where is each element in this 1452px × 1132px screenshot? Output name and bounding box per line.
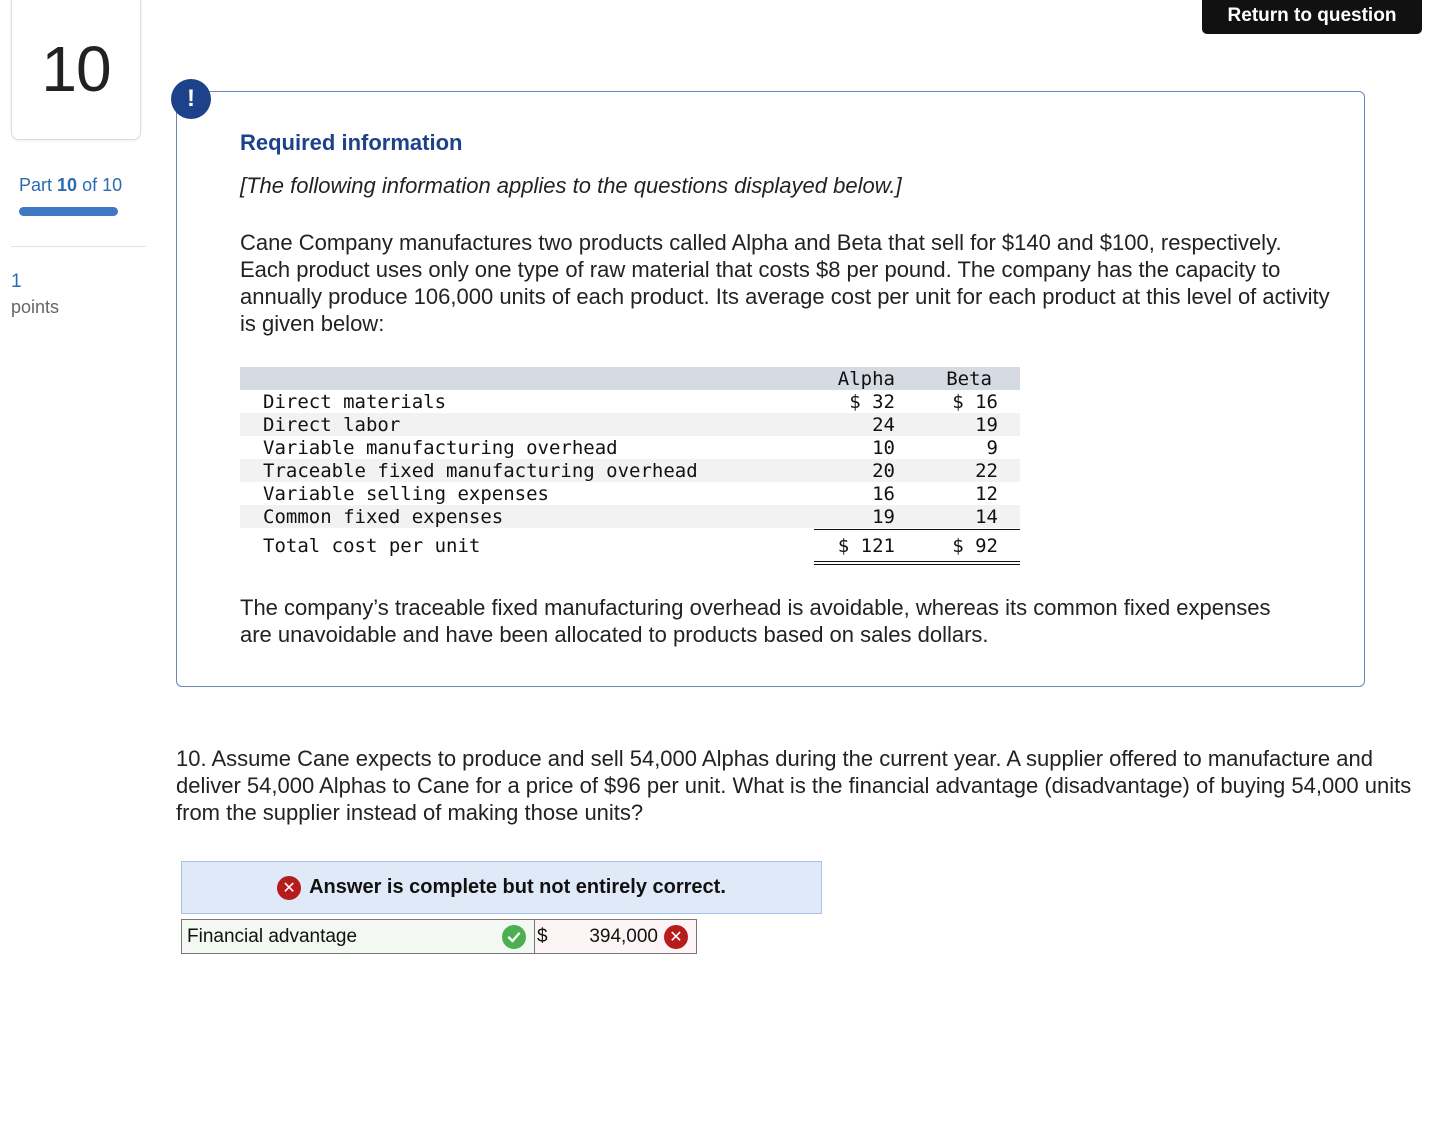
alpha-value: 10 [872, 437, 895, 459]
points-label: points [11, 297, 60, 317]
answer-label-text: Financial advantage [187, 925, 358, 947]
part-separator: of [82, 175, 98, 195]
table-row [240, 413, 1020, 436]
part-progress-bar [19, 207, 118, 216]
points-value: 1 [11, 271, 22, 292]
row-label: Direct labor [263, 414, 401, 436]
beta-value: 19 [975, 414, 998, 436]
beta-value: 9 [986, 437, 998, 459]
answer-value-input[interactable] [534, 920, 696, 953]
incorrect-icon: ✕ [277, 876, 301, 900]
part-prefix: Part [19, 175, 53, 195]
table-row [240, 390, 1020, 413]
table-row [240, 459, 1020, 482]
question-text: 10. Assume Cane expects to produce and sell 54,000 Alphas during the current year. A supplier offered to manufacture and deliver 54,000 Alphas to Cane for a price of $96 per unit. What is the financial advantage (disadvantage) of buying 54,000 units from the supplier instead of making those units? [176, 746, 1412, 825]
total-label: Total cost per unit [263, 535, 481, 557]
answer-label-select[interactable] [182, 920, 534, 953]
alpha-value: 16 [872, 483, 895, 505]
table-header-row [240, 367, 1020, 390]
part-indicator [19, 175, 122, 196]
required-information-title: Required information [240, 130, 463, 155]
part-current: 10 [57, 175, 78, 195]
row-label: Variable selling expenses [263, 483, 549, 505]
beta-total: $ 92 [952, 535, 998, 557]
answer-status-text: Answer is complete but not entirely correct. [309, 876, 726, 898]
rail-divider [11, 246, 146, 247]
check-icon [502, 925, 526, 949]
beta-value: $ 16 [952, 391, 998, 413]
alpha-value: $ 32 [849, 391, 895, 413]
part-total: 10 [102, 175, 123, 195]
beta-value: 22 [975, 460, 998, 482]
incorrect-icon: ✕ [664, 925, 688, 949]
total-double-rule-top [814, 561, 1020, 562]
currency-symbol: $ [537, 925, 548, 947]
subtotal-rule [814, 529, 1020, 530]
alpha-value: 19 [872, 506, 895, 528]
return-to-question-button[interactable]: Return to question [1202, 0, 1422, 34]
column-header-alpha: Alpha [837, 368, 895, 390]
row-label: Direct materials [263, 391, 447, 413]
total-double-rule-bottom [814, 564, 1020, 565]
row-label: Traceable fixed manufacturing overhead [263, 460, 698, 482]
table-row [240, 482, 1020, 505]
answer-value-text: 394,000 [589, 925, 658, 947]
answer-row [181, 919, 697, 954]
question-number: 10 [11, 0, 141, 140]
avoidability-paragraph: The company’s traceable fixed manufacturing overhead is avoidable, whereas its common fixed expenses are unavoidable and have been allocated to products based on sales dollars. [240, 595, 1271, 647]
table-total-row [240, 528, 1020, 564]
alpha-total: $ 121 [837, 535, 895, 557]
cost-per-unit-table [240, 367, 1020, 564]
row-label: Variable manufacturing overhead [263, 437, 618, 459]
scenario-paragraph: Cane Company manufactures two products called Alpha and Beta that sell for $140 and $100, respectively. Each product uses only one type of raw material that costs $8 per pound. The company has the capacity to annually produce 106,000 units of each product. Its average cost per unit for each product at this level of activity is given below: [240, 230, 1330, 336]
alpha-value: 24 [872, 414, 895, 436]
column-header-beta: Beta [946, 368, 992, 390]
table-row [240, 505, 1020, 528]
alert-icon: ! [171, 79, 211, 119]
beta-value: 14 [975, 506, 998, 528]
alpha-value: 20 [872, 460, 895, 482]
beta-value: 12 [975, 483, 998, 505]
answer-status-banner [181, 861, 822, 914]
table-row [240, 436, 1020, 459]
required-information-subtitle: [The following information applies to the questions displayed below.] [240, 173, 902, 198]
row-label: Common fixed expenses [263, 506, 504, 528]
